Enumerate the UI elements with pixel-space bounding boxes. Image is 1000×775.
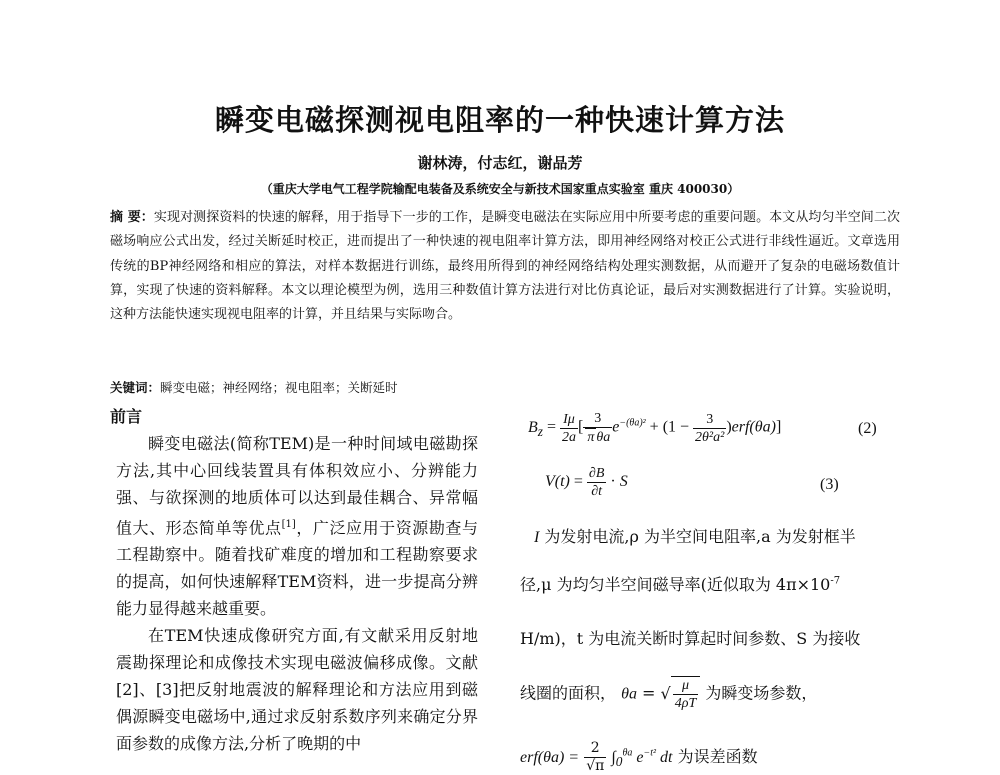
affiliation: （重庆大学电气工程学院输配电装备及系统安全与新技术国家重点实验室 重庆 400030） [260,182,740,196]
equation-2: $B_z$ = $\frac{I\mu}{2a}$ [ $\frac{3}{\text{π θa}}$ $e^{-(\theta a)^2} + (1$ − $\frac{3}{\text{2θ²a²}}$ )erf(θa)] [528,411,782,445]
left-column [116,430,478,757]
equation-3: V(t) = $\frac{\partial B}{\partial t}$ · S [545,466,628,499]
var-desc-line-5: erf(θa) = $\frac{2}{√\pi}$ $\int_0^{\theta a}$ $e^{-t^2}$ dt 为误差函数 [520,740,758,774]
var-desc-line-4: 线圈的面积， θa = √ $\frac{\mu}{4\rho T}$ 为瞬变场参数， [520,678,818,711]
keywords [110,378,398,396]
var-desc-line-1: I 为发射电流,ρ 为半空间电阻率,a 为发射框半 [534,527,856,546]
abstract-label: 摘 要： [110,210,154,225]
equation-2-number: (2) [858,420,877,437]
citation-ref: [1] [281,519,296,530]
authors: 谢林涛，付志红，谢品芳 [417,154,583,172]
intro-paragraph-2: 在TEM快速成像研究方面,有文献采用反射地震勘探理论和成像技术实现电磁波偏移成像。文献[2]、[3]把反射地震波的解释理论和方法应用到磁偶源瞬变电磁场中,通过求反射系数序列来确定分界面参数的成像方法,分析了晚期的中 [116,626,478,754]
intro-paragraph-1: 瞬变电磁法(简称TEM)是一种时间域电磁勘探方法,其中心回线装置具有体积效应小、分辨能力强、与欲探测的地质体可以达到最佳耦合、异常幅值大、形态简单等优点[1]，广泛应用于资源勘查与工程勘察中。随着找矿难度的增加和工程勘察要求的提高，如何快速解释TEM资料，进一步提高分辨能力显得越来越重要。 [116,434,478,619]
keywords-text: 瞬变电磁；神经网络；视电阻率；关断延时 [160,380,398,395]
var-desc-line-3: H/m)，t 为电流关断时算起时间参数、S 为接收 [520,629,861,648]
var-desc-line-2: 径,μ 为均匀半空间磁导率(近似取为 $4\pi\times 10^{-7}$ [520,575,841,594]
section-heading: 前言 [110,407,143,426]
keywords-label: 关键词： [110,380,161,395]
equation-3-number: (3) [820,476,839,493]
abstract-text: 实现对测探资料的快速的解释，用于指导下一步的工作，是瞬变电磁法在实际应用中所要考虑的重要问题。本文从均匀半空间二次磁场响应公式出发，经过关断延时校正，进而提出了一种快速的视电阻率计算方法，即用神经网络对校正公式进行非线性逼近。文章选用传统的BP神经网络和相应的算法，对样本数据进行训练，最终用所得到的神经网络结构处理实测数据，从而避开了复杂的电磁场数值计算，实现了快速的资料解释。本文以理论模型为例，选用三种数值计算方法进行对比仿真论证，最后对实测数据进行了计算。实验说明，这种方法能快速实现视电阻率的计算，并且结果与实际吻合。 [110,210,900,323]
abstract [110,206,900,327]
paper-title: 瞬变电磁探测视电阻率的一种快速计算方法 [214,103,785,137]
